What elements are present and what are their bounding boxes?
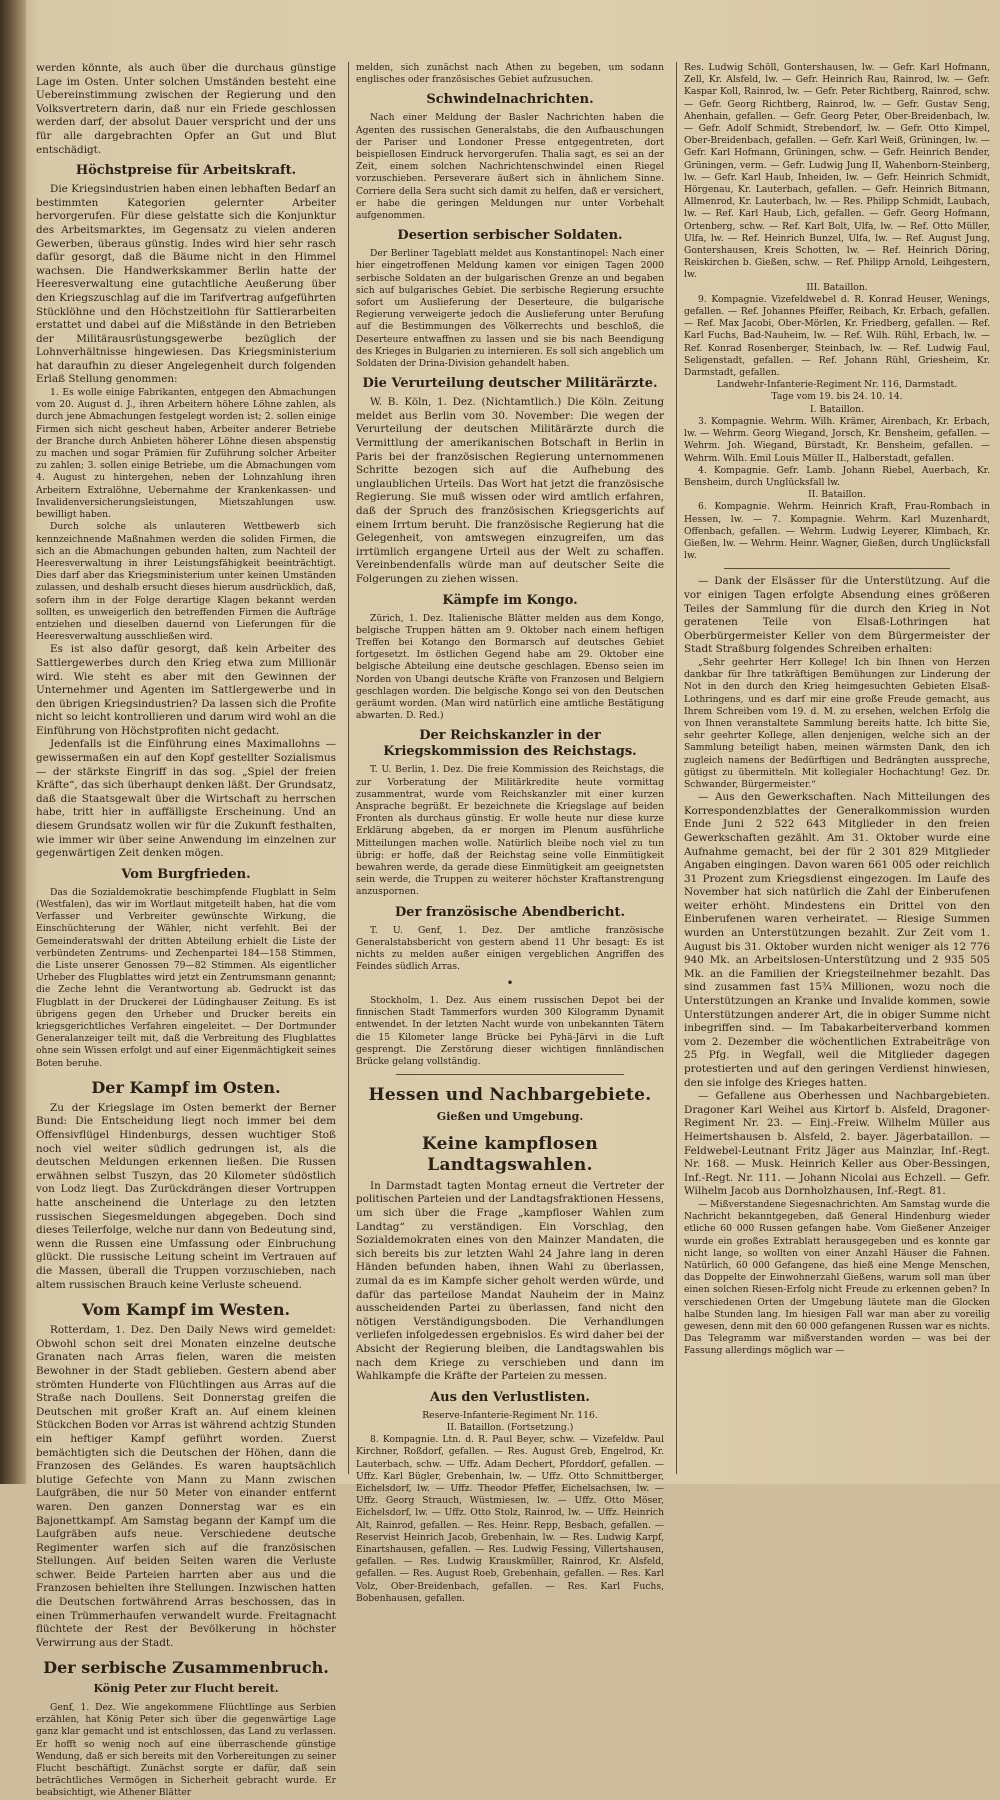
battalion-title: I. Bataillon. [809, 403, 865, 415]
battalion-title: II. Bataillon. (Fortsetzung.) [446, 1421, 574, 1433]
separator-dot: • [506, 976, 514, 991]
paragraph-small: 4. Kompagnie. Gefr. Lamb. Johann Riebel, Auerbach, Kr. Bensheim, durch Unglücksfall lw. [684, 464, 990, 488]
paragraph-small: Zürich, 1. Dez. Italienische Blätter melden aus dem Kongo, belgische Truppen hätten am 9. Oktober nach einem heftigen Treffen bei Kotango den Bormarsch auf deutsches Gebiet fortgesetzt. Im östlichen Gegend habe am 29. Oktober eine belgische Abteilung eine deutsche geschlagen. Ebenso seien im Norden von Ubangi deutsche Kräfte von Franzosen und Belgiern geschlagen worden. Die belgische Kongo sei von den Deutschen geräumt worden. (Man wird natürlich eine amtliche Bestätigung abwarten. D. Red.) [356, 612, 664, 722]
column-3 [684, 62, 990, 1474]
paragraph-small: Nach einer Meldung der Basler Nachrichten haben die Agenten des russischen Generalstabs, die den Aufbauschungen der Pariser und Londoner Presse entgegentreten, dort beispiellosen Eindruck hervorgerufen. Thalia sagt, es sei an der Zeit, einem solchen Nachrichtenschwindel einen Riegel vorzuschieben. Perseverare äußert sich in ähnlichem Sinne. Corriere della Sera sucht sich damit zu helfen, daß er versichert, er habe die geringen Meldungen nur unter Vorbehalt aufgenommen. [356, 112, 664, 222]
paragraph: In Darmstadt tagten Montag erneut die Vertreter der politischen Parteien und der Landtagsfraktionen Hessens, um sich über die Frage „kampfloser Wahlen zum Landtag“ zu verständigen. Ein Vorschlag, den Sozialdemokraten eines von den Mainzer Mandaten, die sich bereits bis zur letzten Wahl 24 Jahre lang in deren Händen befunden haben, ihnen Wahl zu überlassen, zumal da es im Kampfe sicher geholt werden würde, und dafür das parteilose Mandat Nauheim der in Mainz ausscheidenden Partei zu überlassen, fand nicht den nötigen Verständigungsboden. Die Verhandlungen verliefen infolgedessen ergebnislos. Es wird daher bei der Absicht der Regierung bleiben, die Landtagswahlen bis nach dem Kriege zu verschieben und dann im Wahlkampfe die Kräfte der Parteien zu messen. [356, 1179, 664, 1383]
paragraph-small: „Sehr geehrter Herr Kollege! Ich bin Ihnen von Herzen dankbar für Ihre tatkräftigen Bemühungen zur Linderung der Not in den durch den Krieg heimgesuchten Gebieten Elsaß-Lothringens, und es darf mir eine große Freude gemacht, aus Ihrem Schreiben vom 19. d. M. zu ersehen, welchen Erfolg die von Ihnen veranstaltete Sammlung bereits hatte. Ich bitte Sie, sehr geehrter Kollege, allen denjenigen, welche sich an der Sammlung beteiligt haben, meinen wärmsten Dank, den ich zugleich namens der Bedürftigen und Bedrängten ausspreche, gütigst zu übermitteln. Mit kollegialer Hochachtung! Gez. Dr. Schwander, Bürgermeister.“ [684, 656, 990, 790]
paragraph-small: T. U. Genf, 1. Dez. Der amtliche französische Generalstabsbericht von gestern abend 11 Uhr besagt: Es ist nichts zu melden außer einigen vergeblichen Angriffen des Feindes südlich Arras. [356, 924, 664, 973]
paragraph-small: — Mißverstandene Siegesnachrichten. Am Samstag wurde die Nachricht bekanntgegeben, daß General Hindenburg wieder etliche 60 000 Russen gefangen habe. Vom Gießener Anzeiger wurde ein großes Extrablatt herausgegeben und es konnte gar nicht lange, so wollten von einer Anzahl Häuser die Fahnen. Natürlich, 60 000 Gefangene, das hieß eine Menge Menschen, das Doppelte der Einwohnerzahl Gießens, warum soll man über einen solchen Riesen-Erfolg nicht Freude zu erkennen geben? In verschiedenen Orten der Umgebung läutete man die Glocken halbe Stunden lang. Im hiesigen Fall war man aber zu voreilig gewesen, denn mit den 60 000 gefangenen Russen war es nichts. Das Telegramm war mißverstanden worden — was bei der Fassung allerdings möglich war — [684, 1198, 990, 1357]
paragraph: Es ist also dafür gesorgt, daß kein Arbeiter des Sattlergewerbes durch den Krieg etwa zum Millionär wird. Wie steht es aber mit den Gewinnen der Unternehmer und Agenten im Sattlergewerbe und in den übrigen Kriegsindustrien? Da lassen sich die Profite nicht so leicht kontrollieren und darum wird wohl an die Einführung von Höchstprofiten nicht gedacht. [36, 643, 336, 737]
article-headline: Höchstpreise für Arbeitskraft. [75, 163, 297, 179]
article-subheadline: König Peter zur Flucht bereit. [93, 1682, 279, 1696]
article-headline: Die Verurteilung deutscher Militärärzte. [362, 376, 658, 392]
paragraph-small: Das die Sozialdemokratie beschimpfende Flugblatt in Selm (Westfalen), das wir im Wortlaut mitgeteilt haben, hat die vom Verfasser und Verbreiter gewünschte Wirkung, die Einschüchterung der Wähler, nicht verfehlt. Bei der Gemeinderatswahl der dritten Abteilung erhielt die Liste der verbündeten Zentrums- und Zechenpartei 184—158 Stimmen, die Liste unserer Genossen 79—82 Stimmen. Als eigentlicher Urheber des Flugblattes wird jetzt ein Zentrumsmann genannt; die Zeche lehnt die Verantwortung ab. Gedruckt ist das Flugblatt in der Druckerei der Lüdinghauser Zeitung. Es ist übrigens gegen den Urheber und Drucker bereits ein kriegsgerichtliches Verfahren eingeleitet. — Der Dortmunder Generalanzeiger teilt mit, daß die Verbreitung des Flugblattes ohne sein Wissen erfolgt und auf einer Eigenmächtigkeit seines Boten beruhe. [36, 886, 336, 1069]
article-headline: Der französische Abendbericht. [394, 904, 626, 920]
paragraph: W. B. Köln, 1. Dez. (Nichtamtlich.) Die Köln. Zeitung meldet aus Berlin vom 30. November: Die wegen der Verurteilung der deutschen Militärärzte durch die Vermittlung der amerikanischen Botschaft in Berlin in Paris bei der französischen Regierung unternommenen Schritte bezogen sich auf die Aufhebung des unglaublichen Urteils. Das Wort hat jetzt die französische Regierung. Sie muß wissen oder wird amtlich erfahren, daß der Spruch des französischen Kriegsgerichts auf einem Irrtum beruht. Die französische Regierung hat die Gelegenheit, von amtswegen einzugreifen, um das irrtümlich ergangene Urteil aus der Welt zu schaffen. Vereinbendenfalls würde man auf deutscher Seite die Folgerungen zu ziehen wissen. [356, 396, 664, 585]
paragraph: — Aus den Gewerkschaften. Nach Mitteilungen des Korrespondenzblattes der Generalkommission wurden Ende Juni 2 522 643 Mitglieder in den freien Gewerkschaften gezählt. Am 31. Oktober wurde eine Aufnahme gemacht, bei der für 2 301 829 Mitglieder Angaben eingingen. Davon waren 661 005 oder reichlich 31 Prozent zum Kriegsdienst eingezogen. Im Laufe des November hat sich natürlich die Zahl der Einberufenen weiter erhöht. Mindestens ein Drittel von den Einberufenen waren verheiratet. — Riesige Summen wurden an Unterstützungen bezahlt. Zur Zeit vom 1. August bis 31. Oktober wurden nicht weniger als 12 776 940 Mk. an Arbeitslosen-Unterstützung und 2 935 505 Mk. an die Familien der Kriegsteilnehmer bezahlt. Das sind zusammen fast 15¾ Millionen, wozu noch die Unterstützungen an Kranke und Invalide kommen, sowie Unterstützungen anderer Art, die in obiger Summe nicht inbegriffen sind. — Im Tabakarbeiterverband kommen vom 2. Dezember die wöchentlichen Extrabeiträge von 25 Pfg. in Wegfall, weil die Mitglieder dagegen protestierten und auf den geringen Verdienst hinwiesen, den sie infolge des Krieges hatten. [684, 791, 990, 1089]
paragraph: Zu der Kriegslage im Osten bemerkt der Berner Bund: Die Entscheidung liegt noch immer bei dem Offensivflügel Hindenburgs, dessen wuchtiger Stoß noch viel weiter südlich gedrungen ist, als die deutschen Meldungen erkennen ließen. Die Russen erwähnen selbst Tuszyn, das 20 Kilometer südöstlich von Lodz liegt. Das Zurückdrängen dieser Vortruppen hatte anscheinend die Unterlage zu den letzten russischen Siegesmeldungen abgegeben. Doch sind dieses Teilerfolge, welche nur dann von Bedeutung sind, wenn die Russen eine Umfassung oder Einbruchung glückt. Die russische Leitung scheint im Vertrauen auf die Massen, überall die Truppen vorzuschieben, nach altem russischen Brauch keine Verluste scheuend. [36, 1101, 336, 1291]
article-headline: Keine kampflosen Landtagswahlen. [421, 1133, 599, 1175]
column-rule [348, 62, 349, 1474]
paragraph: — Dank der Elsässer für die Unterstützung. Auf die vor einigen Tagen erfolgte Absendung eines größeren Teiles der Sammlung für die durch den Krieg in Not geratenen Teile von Elsaß-Lothringen hat Oberbürgermeister Keller von dem Bürgermeister der Stadt Straßburg folgendes Schreiben erhalten: [684, 575, 990, 656]
article-headline: Vom Kampf im Westen. [81, 1300, 291, 1320]
columns-container [36, 62, 990, 1799]
paragraph-small: 3. Kompagnie. Wehrm. Wilh. Krämer, Airenbach, Kr. Erbach, lw. — Wehrm. Georg Wiegand, Jorsch, Kr. Bensheim, gefallen. — Wehrm. Joh. Wiegand, Bürstadt, Kr. Bensheim, gefallen. — Wehrm. Wilh. Emil Louis Müller II., Halberstadt, gefallen. [684, 415, 990, 464]
paragraph-small: Genf, 1. Dez. Wie angekommene Flüchtlinge aus Serbien erzählen, hat König Peter sich über die gegenwärtige Lage ganz klar gemacht und ist entschlossen, das Land zu verlassen. Er hofft so wenig noch auf eine überraschende günstige Wendung, daß er sich bereits mit den Vorbereitungen zu seiner Flucht beschäftigt. Zunächst sorgte er dafür, daß sein beträchtliches Vermögen in Sicherheit gebracht wurde. Er beabsichtigt, wie Athener Blätter [36, 1702, 336, 1799]
paragraph: — Gefallene aus Oberhessen und Nachbargebieten. Dragoner Karl Weihel aus Kirtorf b. Alsfeld, Dragoner-Regiment Nr. 23. — Einj.-Freiw. Wilhelm Müller aus Heimertshausen b. Alsfeld, 2. bayer. Jägerbataillon. — Feldwebel-Leutnant Fritz Jäger aus Mainzlar, Inf.-Regt. Nr. 168. — Musk. Heinrich Keller aus Ober-Bessingen, Inf.-Regt. Nr. 111. — Johann Nicolai aus Echzell. — Gefr. Wilhelm Jacob aus Dornholzhausen, Inf.-Regt. 81. [684, 1090, 990, 1198]
article-headline: Kämpfe im Kongo. [442, 592, 578, 608]
paragraph-small: Res. Ludwig Schöll, Gontershausen, lw. — Gefr. Karl Hofmann, Zell, Kr. Alsfeld, lw. — Gefr. Heinrich Rau, Rainrod, lw. — Gefr. Kaspar Koll, Rainrod, lw. — Gefr. Peter Richtberg, Rainrod, schw. — Gefr. Georg Richtberg, Rainrod, lw. — Gefr. Gustav Seng, Ahenhain, gefallen. — Gefr. Georg Peter, Ober-Breidenbach, lw. — Gefr. Adolf Schmidt, Strebendorf, lw. — Gefr. Otto Kimpel, Ober-Breidenbach, gefallen. — Gefr. Karl Weiß, Grüningen, lw. — Gefr. Karl Hofmann, Grüningen, schw. — Gefr. Heinrich Bender, Grüningen, verm. — Gefr. Ludwig Jung II, Wahenborn-Steinberg, lw. — Gefr. Karl Haub, Inheiden, lw. — Gefr. Heinrich Schmidt, Hörgenau, Kr. Lauterbach, gefallen. — Gefr. Heinrich Bitmann, Allmenrod, Kr. Lauterbach, lw. — Res. Philipp Schmidt, Laubach, lw. — Ref. Karl Haub, Lich, gefallen. — Gefr. Georg Hofmann, Ortenberg, schw. — Ref. Karl Bolt, Ulfa, lw. — Ref. Otto Müller, Ulfa, lw. — Ref. Heinrich Bunzel, Ulfa, lw. — Ref. August Jung, Gontershausen, Kreis Schotten, lw. — Ref. Heinrich Döring, Reiskirchen b. Gießen, schw. — Ref. Philipp Arnold, Leihgestern, lw. [684, 62, 990, 281]
paragraph-small: melden, sich zunächst nach Athen zu begeben, um sodann englisches oder französisches Gebiet aufzusuchen. [356, 62, 664, 86]
paragraph: werden könnte, als auch über die durchaus günstige Lage im Osten. Unter solchen Umständen besteht eine Uebereinstimmung zwischen der Regierung und den Volksvertretern darin, daß nur ein Friede geschlossen werden darf, der absolut Dauer verspricht und der uns für alle dargebrachten Opfer an Gut und Blut entschädigt. [36, 62, 336, 156]
section-divider [724, 568, 950, 569]
article-headline: Vom Burgfrieden. [121, 866, 251, 882]
column-2 [356, 62, 664, 1604]
book-binding-shadow [0, 0, 26, 1484]
article-headline: Der Reichskanzler in der Kriegskommission des Reichstags. [383, 728, 637, 760]
paragraph-small: 6. Kompagnie. Wehrm. Heinrich Kraft, Frau-Rombach in Hessen, lw. — 7. Kompagnie. Wehrm. Karl Muzenhardt, Offenbach, gefallen. — Wehrm. Ludwig Leyerer, Klimbach, Kr. Gießen, lw. — Wehrm. Heinr. Wagner, Gießen, durch Unglücksfall lw. [684, 501, 990, 562]
section-subheadline: Gießen und Umgebung. [436, 1110, 584, 1124]
dates-line: Tage vom 19. bis 24. 10. 14. [771, 391, 903, 403]
article-headline: Der serbische Zusammenbruch. [43, 1658, 329, 1678]
regiment-title: Landwehr-Infanterie-Regiment Nr. 116, Darmstadt. [716, 379, 958, 391]
paragraph-small: 8. Kompagnie. Ltn. d. R. Paul Beyer, schw. — Vizefeldw. Paul Kirchner, Roßdorf, gefallen. — Res. August Greb, Engelrod, Kr. Lauterbach, schw. — Uffz. Adam Dechert, Pforddorf, gefallen. — Uffz. Karl Bügler, Grebenhain, lw. — Uffz. Otto Schmittberger, Eichelsdorf, lw. — Uffz. Theodor Pfeffer, Eichelsachsen, lw. — Uffz. Georg Strauch, Wüstmiesen, lw. — Uffz. Otto Möser, Eichelsdorf, lw. — Uffz. Otto Stolz, Rainrod, lw. — Uffz. Heinrich Alt, Rainrod, gefallen. — Res. Heinr. Repp, Besbach, gefallen. — Reservist Heinrich Jacob, Grebenhain, lw. — Res. Ludwig Karpf, Einartshausen, gefallen. — Res. Ludwig Fessing, Villertshausen, gefallen. — Res. Ludwig Krauskmüller, Rainrod, Kr. Alsfeld, gefallen. — Res. August Roeb, Grebenhain, gefallen. — Res. Karl Volz, Ober-Breidenbach, gefallen. — Res. Karl Fuchs, Bobenhausen, gefallen. [356, 1434, 664, 1604]
article-headline: Schwindelnachrichten. [426, 92, 594, 108]
paragraph: Rotterdam, 1. Dez. Den Daily News wird gemeldet: Obwohl schon seit drei Monaten einzelne deutsche Granaten nach Arras fielen, waren die meisten Bewohner in der Stadt geblieben. Gestern abend aber strömten Hunderte von Flüchtlingen aus Arras auf die Straße nach Doullens. Seit Donnerstag greifen die Deutschen mit großer Kraft an. Auf einem kleinen Stückchen Boden vor Arras ist während achtzig Stunden ein heftiger Kampf geführt worden. Zuerst bemächtigten sich die Deutschen der Höhen, dann die Franzosen des Geländes. Es waren hauptsächlich blutige Gefechte von Mann zu Mann zwischen Laufgräben, die nur 50 Meter von einander entfernt waren. Den ganzen Donnerstag war es ein Bajonettkampf. Am Samstag begann der Kampf um die Laufgräben aufs neue. Verschiedene deutsche Regimenter warfen sich auf die französischen Stellungen. Auf beiden Seiten waren die Verluste schwer. Beide Parteien harrten aber aus und die Franzosen behielten ihre Stellungen. Inzwischen hatten die Deutschen fortwährend Arras beschossen, das in einen Trümmerhaufen verwandelt wurde. Freitagnacht flüchtete der Rest der Bevölkerung in höchster Verwirrung aus der Stadt. [36, 1324, 336, 1649]
regiment-title: Reserve-Infanterie-Regiment Nr. 116. [422, 1409, 598, 1421]
paragraph: Die Kriegsindustrien haben einen lebhaften Bedarf an bestimmten Kategorien gelernter Arbeiter hervorgerufen. Für diese gelstatte sich die Konjunktur des Arbeitsmarktes, im Gegensatz zu vielen anderen Gewerben, überaus günstig. Indes wird hier sehr rasch dafür gesorgt, daß die Bäume nicht in den Himmel wachsen. Die Handwerkskammer Berlin hatte der Heeresverwaltung eine gutachtliche Aeußerung über den Kriegszuschlag auf die im Tarifvertrag aufgeführten Stücklöhne und den Höchstzeitlohn für Sattlerarbeiten erstattet und dabei auf die Mißstände in den Betrieben der Militärausrüstungsgewerbe bezüglich der Lohnverhältnisse hingewiesen. Das Kriegsministerium hat daraufhin zu dieser Angelegenheit durch folgenden Erlaß Stellung genommen: [36, 183, 336, 386]
battalion-title: III. Bataillon. [806, 281, 868, 293]
column-1 [36, 62, 336, 1799]
paragraph: Jedenfalls ist die Einführung eines Maximallohns — gewissermaßen ein auf den Kopf gestellter Sozialismus — der stärkste Eingriff in das sog. „Spiel der freien Kräfte“, das sich überhaupt denken läßt. Der Grundsatz, daß die Staatsgewalt über die Wirtschaft zu herrschen habe, tritt hier in auffälligste Erscheinung. Und an diesem Grundsatz wollen wir für die Zukunft festhalten, wie immer wir über seine Anwendung im einzelnen zur gegenwärtigen Zeit denken mögen. [36, 738, 336, 860]
article-headline: Der Kampf im Osten. [91, 1077, 281, 1097]
column-rule [676, 62, 677, 1474]
paragraph-small: 1. Es wolle einige Fabrikanten, entgegen den Abmachungen vom 20. August d. J., ihren Arbeitern höhere Löhne zahlen, als durch jene Abmachungen festgelegt worden ist; 2. sollen einige Firmen sich nicht gescheut haben, Arbeiter anderer Betriebe der Branche durch Anbieten höherer Löhne diesen abspenstig zu machen und sogar Prämien für Zuführung solcher Arbeiter zu zahlen; 3. sollen einige Betriebe, um die Abmachungen vom 4. August zu hintergehen, neben der Lohnzahlung ihren Arbeitern Extralöhne, Uebernahme der Krankenkassen- und Invalidenversicherungsleistungen, Mietszahlungen usw. bewilligt haben. [36, 387, 336, 521]
paragraph-small: Durch solche als unlauteren Wettbewerb sich kennzeichnende Maßnahmen werden die soliden Firmen, die sich an die Abmachungen gebunden halten, zum Nachteil der Heeresverwaltung in ihrer Leistungsfähigkeit beeinträchtigt. Dies darf aber das Kriegsministerium unter keinen Umständen zulassen, und deshalb ersucht dieses hierum ausdrücklich, daß, sofern ihm in der Folge derartige Klagen bekannt werden sollten, es unweigerlich den betreffenden Firmen die Aufträge entziehen und dieselben dauernd von Lieferungen für die Heeresverwaltung ausschließen wird. [36, 521, 336, 643]
paragraph-small: Stockholm, 1. Dez. Aus einem russischen Depot bei der finnischen Stadt Tammerfors wurden 300 Kilogramm Dynamit entwendet. In der letzten Nacht wurde von unbekannten Tätern die 15 Kilometer lange Brücke bei Pyhä-Järvi in die Luft gesprengt. Die Zerstörung dieser wichtigen finnländischen Brücke gelang vollständig. [356, 995, 664, 1068]
article-headline: Desertion serbischer Soldaten. [397, 228, 623, 244]
paragraph-small: 9. Kompagnie. Vizefeldwebel d. R. Konrad Heuser, Wenings, gefallen. — Ref. Johannes Pfeiffer, Reibach, Kr. Erbach, gefallen. — Ref. Max Jacobi, Ober-Mörlen, Kr. Friedberg, gefallen. — Ref. Karl Fuchs, Bad-Nauheim, lw. — Ref. Wilh. Rühl, Erbach, lw. — Ref. Konrad Rosenberger, Steinbach, lw. — Ref. Ludwig Faul, Seligenstadt, gefallen. — Ref. Johann Rühl, Griesheim, Kr. Darmstadt, gefallen. [684, 293, 990, 379]
section-headline: Hessen und Nachbargebiete. [368, 1085, 652, 1106]
paragraph-small: Der Berliner Tageblatt meldet aus Konstantinopel: Nach einer hier eingetroffenen Meldung kamen vor einigen Tagen 2000 serbische Soldaten an der bulgarischen Grenze an und begaben sich auf bulgarisches Gebiet. Die serbische Regierung ersuchte sofort um Auslieferung der Deserteure, die bulgarische Regierung verweigerte jedoch die Auslieferung unter Berufung auf die Bestimmungen des Völkerrechts und beschloß, die Deserteure entwaffnen zu lassen und sie bis nach Beendigung des Krieges in Bulgarien zu internieren. Es soll sich angeblich um Soldaten der Drina-Division gehandelt haben. [356, 248, 664, 370]
battalion-title: II. Bataillon. [808, 489, 866, 501]
article-headline: Aus den Verlustlisten. [430, 1389, 590, 1405]
paragraph-small: T. U. Berlin, 1. Dez. Die freie Kommission des Reichstags, die zur Vorberatung der Militärkredite heute vormittag zusammentrat, wurde vom Reichskanzler mit einer kurzen Ansprache begrüßt. Er bezeichnete die Kriegslage auf beiden Fronten als durchaus günstig. Er wolle heute nur diese kurze Erklärung abgeben, da er morgen im Plenum ausführliche Mitteilungen machen wolle. Natürlich bleibe noch viel zu tun übrig: er hoffe, daß der Reichstag seine volle Einmütigkeit bewahren werde, da gerade diese Einmütigkeit am geeignetsten sein werde, die Truppen zu weiterer höchster Kraftanstrengung anzuspornen. [356, 764, 664, 898]
section-divider [396, 1074, 624, 1075]
